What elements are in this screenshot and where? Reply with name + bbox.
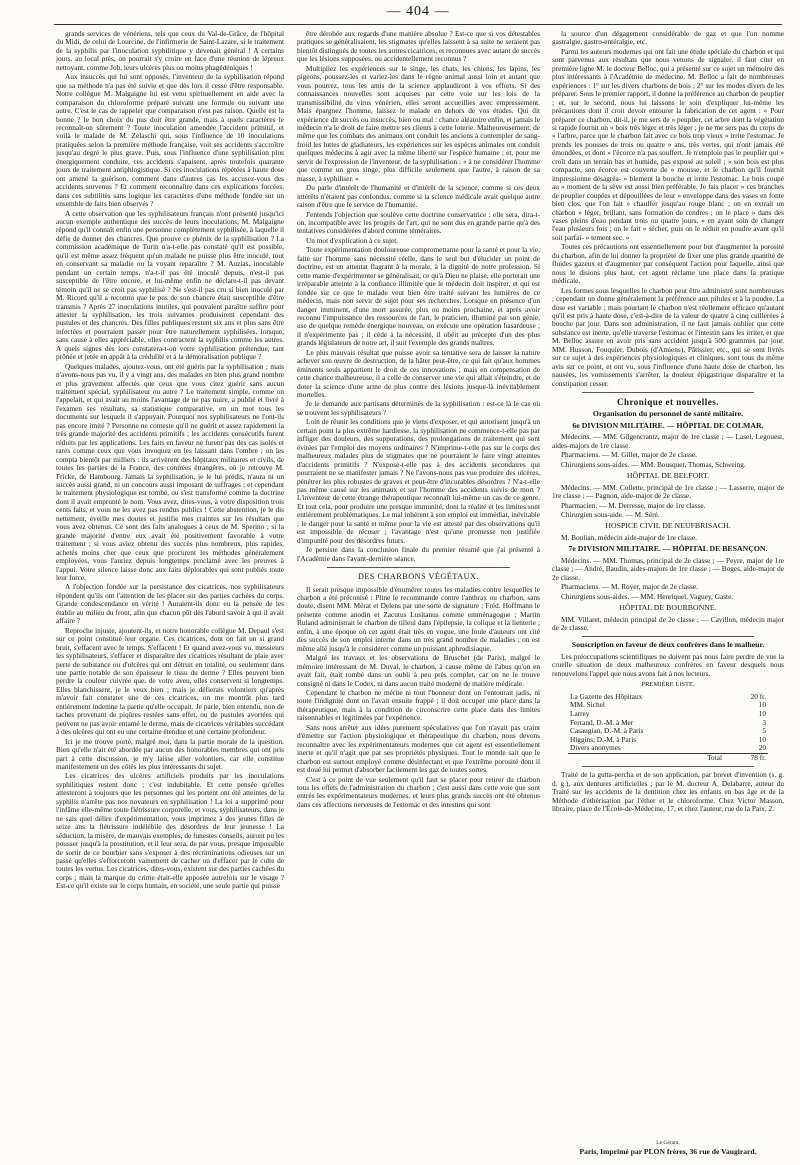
section-title-charbons: DES CHARBONS VÉGÉTAUX. xyxy=(358,572,479,582)
belfort-title: HÔPITAL DE BELFORT. xyxy=(626,471,710,481)
total-label: Total xyxy=(568,753,724,762)
column-left xyxy=(56,30,284,1160)
souscription-text: Les préoccupations scientifiques ne doivent pas nous faire perdre de vue la cruelle situation de deux malheureux confrères en faveur desquels nous renouvelons l'appel que nous avons fait à nos lecteurs. xyxy=(552,651,784,678)
paragraph: Un mot d'explication à ce sujet. xyxy=(306,235,399,245)
paragraph: Parmi les auteurs modernes qui ont fait une étude spéciale du charbon et qui sont parvenus aux résultats que nous venons de signaler, il faut citer en première ligne M. le docteur Belloc, qui a présenté sur ce sujet un mémoire des plus intéressants à l'Académie de médecine. M. Belloc a fait de nombreuses expériences : 1° sur les divers charbons de bois ; 2° sur les modes divers de les préparer. Sous le premier rapport, il donne la préférence au charbon de peuplier ; et, sur le second, nous lui laissons le soin d'expliquer lui-même les précautions dont il croit devoir entourer la fabrication de cet agent : « Pour préparer ce charbon, dit-il, je me sers de » peuplier, cet arbre dont la végétation si rapide fournit un » bois très léger et très léger ; je ne me sers pas du corps de » l'arbre, parce que le charbon fait avec ce bois trop vieux » irrite l'estomac. Je prends les pousses de trois ou quatre » ans, très vertes, qui n'ont jamais été émondées, et dont » l'écorce n'a pas souffert. Je n'emploie pas le peuplier qui » croît dans un terrain bas et humide, pas exposé au soleil ; » son bois est plus compacte, son écorce est couverte de » mousse, et le charbon qu'il fournit impressionne désagréa- » blement la bouche et irrite l'estomac. Le bois coupé au » moment de la sève est aussi bien préférable. Je fais placer » ces branches de peuplier coupées et dépouillées de leur » enveloppe dans des vases en fonte bien clos, que l'on fait » chauffer jusqu'au rouge blanc ; on en extrait un charbon » léger, brillant, sans formation de cendres ; on le place » dans des vases pleins d'eau pendant trois ou quatre jours, » en ayant soin de changer l'eau plusieurs fois ; on le fait » sécher, puis on le réduit en poudre avant qu'il soit parfai- » tement sec. » xyxy=(552,46,784,242)
paragraph: Chirurgiens sous-aides. — MM. Bousquet, Thomas, Schweing. xyxy=(561,459,746,469)
paragraph: Quelques malades, ajoutez-vous, ont été guéris par la syphilisation ; mais n'avons-nous pas vu, il y a vingt ans, des malades en bien plus grand nombre et plus gravement affectés que ceux que vous citez guérir sans aucun traitement spécial, syphilisateur ou autre ? Le traitement simple, comme on l'appelait, et qui avait au moins l'avantage de ne pas nuire, a publié et livré à l'examen ses résultats, sa statistique comparative, en un mot tous les documents sur lesquels il s'appuyait. Pourquoi nos syphilisateurs ne l'ont-ils pas encore imité ? Personne ne conteste qu'il ne guérit et assez rapidement la très grande majorité des accidents primitifs ; les accidents consécutifs furent réduits par les applications. Les faits en faveur ne furent pas des cas isolés et rares comme ceux que vous invoquez en les laissant dans l'ombre ; on les compta bientôt par milliers : ils arrivèrent des hôpitaux militaires et civils, de toutes les parties de la France, des contrées étrangères, où je retrouve M. Fricke, de Hambourg. Jamais la syphilisation, je le lui prédis, n'aura ni un succès aussi grand, ni un concours aussi imposant de suffrages ; et cependant le traitement physiologique est tombé, ou s'est transformé comme la doctrine dont il avait emprunté le nom. Vous avez, dites-vous, à votre disposition trois cents faits, et vous ne les avez pas rendus publics ! Cette abstention, je le dis nettement, éveille mes doutes et justifie mes craintes sur les résultats que vous avez obtenus. Ce sont des faits analogues à ceux de M. Sperino ; si la grande majorité d'entre eux avait été positivement favorable à votre traitement ; si vous aviez obtenu des succès plus nombreux, plus rapides, achetés moins cher que ceux que procurent les méthodes généralement employées, vous l'auriez depuis longtemps proclamé avec les preuves à l'appui. Votre silence laisse donc aux faits déplorables qui sont publiés toute leur force. xyxy=(56,361,284,582)
paragraph: Multipliez les expériences sur le singe, les chats, les chiens, les lapins, les pigeons, poussez-les et variez-les dans le règne animal aussi loin et autant que vous pourrez, tous les amis de la science applaudiront à vos efforts. Si des connaissances nouvelles sont acquises par cette voie sur les lois de la transmissibilité du virus vénérien, elles seront accueillies avec empressement. Mais épargnez l'homme, laissez le malade en dehors de vos études. Qui dit expérience dit succès ou insuccès, bien ou mal : chance aléatoire enfin, et jamais le médecin n'a le droit de faire mettre ses clients à cette loterie. Malheureusement, de même que les combats des animaux ont conduit les anciens à contempler de sang-froid les luttes de gladiateurs, les expériences sur les espèces animales ont conduit quelques médecins à agir avec la même liberté sur l'espèce humaine ; et, pour me servir de l'expression de l'inventeur, de la syphilisation : « à ne considérer l'homme que comme un gros singe, plus difficile seulement que l'autre, à raison de sa masse, à syphiliser. » xyxy=(297,63,540,183)
traite-announcement: Traité de la gutta-percha et de son application, par brevet d'invention (s. g. d. g.), aux dentures artificielles ; par le M. docteur A. Delabarre, auteur du Traité sur les accidents de la dentition chez les enfants en bas âge et de la Méthode d'éthérisation par l'éther et le chloroforme. Chez Victor Masson, libraire, place de l'École-de-Médecine, 17, et chez l'auteur, rue de la Paix, 2. xyxy=(552,770,784,814)
division-7-list xyxy=(552,557,784,601)
souscription-title: Souscription en faveur de deux confrères dans le malheur. xyxy=(571,640,765,650)
column-middle-article xyxy=(297,30,540,563)
paragraph: Loin de réunir les conditions que je viens d'exposer, et qui autorisent jusqu'à un certain point la plus extrême hardiesse, la syphilisation ne commence-t-elle pas par infliger des douleurs, des suppurations, des prolongations de traitement qui sont évitées par l'emploi des moyens ordinaires ? N'imprime-t-elle pas sur le corps des malheureux malades plus de stigmates que ne pourraient le faire vingt atteintes d'accidents primitifs ? N'expose-t-elle pas à des accidents secondaires qui pourraient ne se manifester jamais ? Ne l'avons-nous pas vue produire des ulcères, pénétrer les plus robustes de graves et peut-être d'incurables désordres ? N'a-t-elle pas même causé sur les animaux et sur l'homme des accidents suivis de mort ? L'inventeur de cette étrange thérapeutique reconnaît lui-même un cas de ce genre. Et tout cela, pour produire une presque immunité, dont la réalité et les limites sont entièrement problématiques. Le mal inhérent à son emploi est immédiat, inévitable ; le danger pour la santé et même pour la vie est attesté par des observations qu'il est impossible de récuser ; l'avantage n'est qu'une promesse non justifiée d'impunité pour des désordres futurs. xyxy=(297,417,540,545)
paragraph: Sans nous arrêter aux idées purement spéculatives que l'on n'avait pas craint d'émettre sur l'action physiologique et thérapeutique du charbon, nous devons reconnaître avec les expérimentateurs modernes que cet agent est essentiellement inerte et qu'il n'agit que par ses propriétés physiques. Tout le monde sait que le charbon est surtout employé comme désinfectant et que l'extrême porosité dont il est doué lui permet d'absorber facilement les gaz de toutes sortes. xyxy=(297,722,540,775)
section-divider xyxy=(582,636,754,637)
paragraph: Ici je me trouve porté, malgré moi, dans la partie morale de la question. Bien qu'elle n'ait été abordée par aucun des honorables membres qui ont pris part à cette discussion, je m'y laisse aller volontiers, car elle constitue manifestement un des côtés les plus intéressants du sujet. xyxy=(56,736,284,771)
column-middle-charbons xyxy=(297,586,540,810)
paragraph: être dérobée aux regards d'une manière absolue ? Est-ce que si vos détestables pratiques se généralisaient, les stigmates qu'elles laissent à sa suite ne seraient pas bientôt distingués de toutes les autres cicatrices, et reconnues avec autant de succès que les lésions supposées, ou accidentellement reconnus ? xyxy=(297,30,540,64)
paragraph: A l'objection fondée sur la persistance des cicatrices, nos syphilisateurs répondent qu'ils ont l'attention de les placer sur des parties cachées du corps. Grande condescendance en vérité ! Auraient-ils donc eu la pensée de les établir au milieu du front, afin que chacun pût dès l'abord savoir à qui il avait affaire ? xyxy=(56,582,284,626)
paragraph: Pharmacien. — M. Derresse, major de 1re classe. xyxy=(561,500,706,510)
paragraph: Pharmaciens. — M. Gillet, major de 2e classe. xyxy=(561,450,697,460)
paragraph: Pharmaciens. — M. Royer, major de 2e classe. xyxy=(561,582,698,592)
chronique-title: Chronique et nouvelles. xyxy=(616,397,720,408)
section-divider xyxy=(582,392,754,393)
page-number-header xyxy=(54,4,782,25)
paragraph: Chirurgiens sous-aides. — MM. Henriquel, Vaguey, Gaste. xyxy=(561,591,734,601)
paragraph: Chirurgien sous-aide. — M. Séré. xyxy=(561,510,660,520)
subscriber-name: Ferrand, D.-M. à Mer xyxy=(570,717,634,727)
column-middle xyxy=(297,30,540,1160)
subscription-total-row xyxy=(568,753,768,762)
neufbrisach-title: HOSPICE CIVIL DE NEUFBRISACH. xyxy=(605,521,731,531)
subscriber-name: Divers anonymes xyxy=(570,743,621,753)
subscription-amount: 5 xyxy=(762,726,766,736)
subscriber-name: MM. Sichel xyxy=(570,700,605,710)
subscriber-name: La Gazette des Hôpitaux xyxy=(570,691,643,701)
bourbonne-list xyxy=(552,616,784,633)
subscriber-name: Higgins, D.-M. à Paris xyxy=(570,734,637,744)
page-number: — 404 — xyxy=(386,4,450,19)
subscription-amount: 10 xyxy=(758,734,766,744)
paragraph: Toute expérimentation douloureuse compromettante pour la santé et pour la vie, faite sur l'homme sans nécessité réelle, dans le seul but d'élucider un point de doctrine, est un attentat flagrant à la morale, à la dignité de notre profession. Si cette manie d'expérimenter se généralisait, ce qu'à Dieu ne plaise, elle porterait une irréparable atteinte à la confiance illimitée que le médecin doit inspirer, et qui est fondée sur ce que le malade veut bien être traité suivant les lumières de ce médecin, mais non servir de sujet pour ses recherches. Lorsque en présence d'un danger imminent, d'une mort assurée, plus ou moins prochaine, et après avoir reconnu l'impuissance des ressources de l'art, le praticien, illuminé par son génie, use de quelque remède énergique nouveau, on exécute une opération hasardeuse ; il n'expérimente pas ; il cède à la nécessité, il obéit au précepte d'un des plus grands législateurs de notre art, il suit l'exemple des grands maîtres. xyxy=(297,245,540,348)
paragraph: Aux insuccès qui lui sont opposés, l'inventeur de la syphilisation répond que sa méthode n'a pas été suivie et que dès lors il cesse d'être responsable. Notre collègue M. Malgaigne lui est venu spirituellement en aide avec la comparaison du chloroforme préparé suivant une formule ou suivant une autre. C'est le cas de rappeler que comparaison n'est pas raison. Quelle est la bonne ? le bon choix du pus doit être grande, mais à quels caractères le reconnaît-on sûrement ? Toute inoculation amendée l'accident primitif, et voilà le malade de M. Zelaschi qui, sous l'influence de 10 inoculations pratiquées selon la première méthode française, voit ses accidents s'accroître jusqu'au degré le plus grave. Puis, sous l'influence d'une syphilisation plus énergiquement conduite, ces accidents s'apaisent, après toutefois quarante jours de traitement antiphlogistique. Si ces inoculations répétées à haute dose ont amené la guérison, comment dans d'autres cas les accusez-vous des accidents survenus ? Et comment reconnaître dans ces explications forcées, dans ces subtilités sans logique les caractères d'une méthode fondée sur un ensemble de faits bien observés ? xyxy=(56,72,284,209)
paragraph: la source d'un dégagement considérable de gaz et que l'on nomme gastralgie, gastro-entéralgie, etc. xyxy=(552,30,784,47)
paragraph: Je persiste dans la conclusion finale du premier résumé que j'ai présenté à l'Académie dans l'avant-dernière séance. xyxy=(297,545,540,563)
paragraph: Toutes ces précautions ont essentiellement pour but d'augmenter la porosité du charbon, afin de lui donner la propriété de fixer une plus grande quantité de fluides gazeux et d'augmenter par conséquent l'action pour laquelle, ainsi que nous le disions plus haut, cet agent réclame une place dans la pratique médicale. xyxy=(552,242,784,286)
paragraph: Malgré les travaux et les observations de Bruschet (de Paris), malgré le mémoire intéressant de M. Duval, le charbon, à cause même de l'abus qu'on en avait fait, était tombé dans un oubli à peu près complet, car on ne le trouve consigné ni dans le Codex, ni dans aucun traité moderne de matière médicale. xyxy=(297,653,540,688)
paragraph: grands services de vénériens, tels que ceux du Val-de-Grâce, de l'hôpital du Midi, de celui de Lourcine, de l'infirmerie de Saint-Lazare, si le traitement de la syphilis par l'inoculation syphilitique y devenait général ! A certains jours, au local près, on pourrait s'y croire en face d'une réunion de lépreux nettoyant, comme Job, leurs ulcères plus ou moins phagédéniques ! xyxy=(56,30,284,72)
paragraph: Du parle d'intérêt de l'humanité et d'intérêt de la science, comme si ces deux intérêts n'étaient pas confondus, comme si la science médicale avait quelque autre raison d'être que le service de l'humanité. xyxy=(297,183,540,210)
subscriber-name: Casaugian, D.-M. à Paris xyxy=(570,726,644,736)
subscription-amount: 10 xyxy=(758,708,766,718)
neufbrisach-list xyxy=(552,534,784,542)
paragraph: MM. Villaret, médecin principal de 2e classe ; — Cavillon, médecin major de 2e classe. xyxy=(552,614,784,632)
section-divider xyxy=(327,567,510,568)
subscription-amount: 20 xyxy=(758,743,766,753)
section-divider xyxy=(582,766,754,767)
liste-title: PREMIÈRE LISTE. xyxy=(641,681,695,689)
printer-footer xyxy=(552,1140,784,1156)
subscription-row xyxy=(568,744,768,753)
subscription-row xyxy=(568,701,768,710)
paragraph: C'est à ce point de vue seulement qu'il faut se placer pour retirer du charbon tous les effets de l'administration du charbon ; c'est aussi dans cette voie que sont entrés les expérimentateurs modernes, et leurs plus grands succès ont été obtenus dans ces affections nerveuses de l'estomac et des intestins qui sont xyxy=(297,774,540,809)
paragraph: Reproche injuste, ajoutent-ils, et notre honorable collègue M. Depaul s'est sur ce point constitué leur organe. Ces cicatrices, dont on fait un si grand bruit, s'effacent avec le temps. S'effacent ! Et quand avez-vous vu, messieurs les syphilisateurs, s'effacer et disparaître des cicatrices résultant de plaie avec perte de substance ou d'ulcères qui ont détruit en totalité, ou seulement dans une partie notable de son épaisseur le tissu du derme ? Elles peuvent bien perdre la couleur cuivrée que, de votre aveu, elles conservent si longtemps. Elles blanchissent, je le veux bien ; mais je défierais volontiers qu'après m'avoir fait constater une de ces cicatrices, on me montrât plus tard entièrement indemne la partie qu'elle occupait. Je parle, bien entendu, non de taches provenant de piqûres restées sans effet, ou de pustules avortées qui peuvent ne pas avoir entamé le derme, mais de cicatrices véritables succédant à des ulcères qui ont eu une certaine étendue et une certaine profondeur. xyxy=(56,625,284,737)
subscription-amount: 3 xyxy=(762,717,766,727)
organisation-title: Organisation du personnel de santé militaire. xyxy=(592,409,744,419)
subscription-table xyxy=(568,693,768,763)
paragraph: Cependant le charbon ne mérite ni tout l'honneur dont on l'entourait jadis, ni toute l'indignité dont on l'avait ensuite frappé ; il doit occuper une place dans la thérapeutique, mais à la condition de circonscrire cette place dans des limites raisonnables et légitimées par l'expérience. xyxy=(297,687,540,723)
paragraph: Je le demande aux partisans déterminés de la syphilisation : est-ce là le cas où se trouvent les syphilisateurs ? xyxy=(297,399,540,417)
paragraph: Le plus mauvais résultat que puisse avoir sa tentative sera de laisser la nature achever son œuvre de destruction, de la hâter peut-être, ce qui fait qu'aux hommes éminents seuls appartient le droit de ces innovations ; mais en compensation de cette chance malheureuse, il a celle de conserver une vie qui allait s'éteindre, et de doter la science d'une arme de plus contre des lésions jusque-là inévitablement mortelles. xyxy=(297,347,540,400)
subscription-amount: 10 xyxy=(758,700,766,710)
paragraph: Médecins. — MM. Thomas, principal de 2e classe ; — Peyre, major de 1re classe ; — André, Baudin, aides-majors de 1re classe ; — Boges, aide-major de 2e classe. xyxy=(552,555,784,582)
division-6-title: 6e DIVISION MILITAIRE. — HÔPITAL DE COLMAR. xyxy=(572,420,764,430)
column-right xyxy=(552,30,784,1160)
division-6-list xyxy=(552,433,784,469)
paragraph: Médecins. — MM. Gilgencrantz, major de 1re classe ; — Lasel, Legouest, aides-majors de 1re classe. xyxy=(552,432,784,450)
total-amount: 78 fr. xyxy=(724,753,768,762)
subscriber-name: Larrey xyxy=(570,708,590,718)
belfort-list xyxy=(552,484,784,520)
paragraph: Médecins. — MM. Collette, principal de 1re classe ; — Lasserre, major de 1re classe ; — Pagnon, aide-major de 2e classe. xyxy=(552,482,784,501)
footer-gerant: Le Gérant, xyxy=(656,1140,680,1146)
paragraph: M. Boulian, médecin aide-major de 1re classe. xyxy=(561,532,697,542)
paragraph: Il serait presque impossible d'énumérer toutes les maladies contre lesquelles le charbon a été préconisé : Pline le recommande contre l'anthrax ou charbon, sans doute, disent MM. Mérat et Delens par une sorte de signature ; Fréd. Hoffmann le présente comme anodin et Zacutus Lusitanus comme emménagogue ; Martin Ruland administrait le charbon de tilleul dans l'épilepsie, la colique et la lienterie ; enfin, à une époque où cet agent était très en vogue, une foule d'auteurs ont cité des succès de son emploi interne dans un très grand nombre de maladies ; on est même allé jusqu'à le considérer comme un puissant aphrodisiaque. xyxy=(297,584,540,653)
paragraph: Les formes sous lesquelles le charbon peut être administré sont nombreuses ; cependant on donne généralement la préférence aux pilules et à la poudre. La dose est variable ; mais pourtant le charbon n'est réellement efficace qu'autant qu'il est pris à haute dose, c'est-à-dire de la valeur de quatre à cinq cuillerées à bouche par jour. Dans son administration, il ne faut jamais oublier que cette substance est inerte, qu'elle traverse l'estomac et l'intestin sans les irriter, et que M. Belloc assure en avoir pris sans accident jusqu'à 500 grammes par jour. MM. Husson, Fouquier, Dubois (d'Amiens), Pâtissier, etc., qui se sont livrés sur ce sujet à des expériences physiologiques et cliniques, sont tous du même avis sur ce point, et ont vu, sous l'influence d'une haute dose de charbon, les nausées, les vomissements s'arrêter, la douleur épigastrique disparaître et la constipation cesser. xyxy=(552,285,784,388)
paragraph: Les cicatrices des ulcères artificiels produits par les inoculations syphilitiques restent donc ; c'est indubitable. Et cette pensée qu'elles attesteront à toujours que les personnes qui les portent ont été atteintes de la syphilis n'arrête pas nos novateurs en syphilisation ! La loi a supprimé pour l'infâme elle-même toute flétrissure corporelle, et vous, syphilisateurs, dans je ne sais quel délire d'expérimentation, vous imprimez à des jeunes filles de seize ans la flétrissure indélébile des désordres de leur jeunesse ! La séduction, la misère, de mauvais exemples, de funestes conseils, auront pu les pousser jusqu'à la prostitution, et il leur sera, de par vous, presque impossible de sortir de ce bourbier sans s'exposer à des récriminations odieuses sur un passé qu'elles s'efforceront vainement de cacher ou d'effacer par le culte de toutes les vertus. Les cicatrices, dites-vous, existent sur des parties cachées du corps ; mais la marque du crime était-elle apposée autrefois sur le visage ? Est-ce qu'il existe sur le corps humain, en société, une seule partie qui puisse xyxy=(56,771,284,891)
paragraph: A cette observation que les syphilisateurs français n'ont présenté jusqu'ici aucun exemple authentique des succès de leurs inoculations, M. Malgaigne répond qu'il connaît enfin une personne complètement syphilisée, à laquelle il défie de donner des chancres. Que prouve ce phénix de la syphilisation ? La commission académique de Turin n'a-t-elle pas constaté qu'il est possible, qu'il est même assez fréquent qu'un malade ne puisse plus être inoculé, tout en conservant sa maladie ou la voyant reparaître ? M. Auzias, inoculable pendant un certain temps, n'a-t-il pas été inoculé depuis, n'est-il pas susceptible de l'être encore, et lui-même enfin ne déclare-t-il pas devant témoin qu'il ne se croit pas syphilisé ? Ne s'est-il pas cru si bien inoculé par M. Ricord qu'il a reconnu que le pus de son chancre était susceptible d'être transmis ? Après 27 inoculations inutiles, qui pouvaient paraître suffire pour attester la syphilisation, les trois suivantes produisirent cependant des pustules et des chancres. Des filles publiques restent six ans et plus sans être infectées et pourraient passer pour être naturellement syphilisées, lorsque, sans cause à elles appréciable, elles contractent la syphilis comme les autres. A quels signes dès lors constatera-t-on votre syphilisation prétendue, tant prônée et jetée en appât à la crédulité et à la démoralisation publique ? xyxy=(56,208,284,362)
column-right-article xyxy=(552,30,784,388)
bourbonne-title: HÔPITAL DE BOURBONNE. xyxy=(619,603,717,613)
paragraph: J'entends l'objection que soulève cette doctrine conservatrice : elle sera, dira-t-on, incompatible avec les progrès de l'art, qui ne sont dus en grande partie qu'à des tentatives considérées d'abord comme téméraires. xyxy=(297,209,540,236)
subscription-amount: 20 fr. xyxy=(750,691,766,701)
footer-printer: Paris, Imprimé par PLON frères, 36 rue de Vaugirard. xyxy=(579,1147,757,1156)
division-7-title: 7e DIVISION MILITAIRE. — HÔPITAL DE BESANÇON. xyxy=(568,544,768,554)
